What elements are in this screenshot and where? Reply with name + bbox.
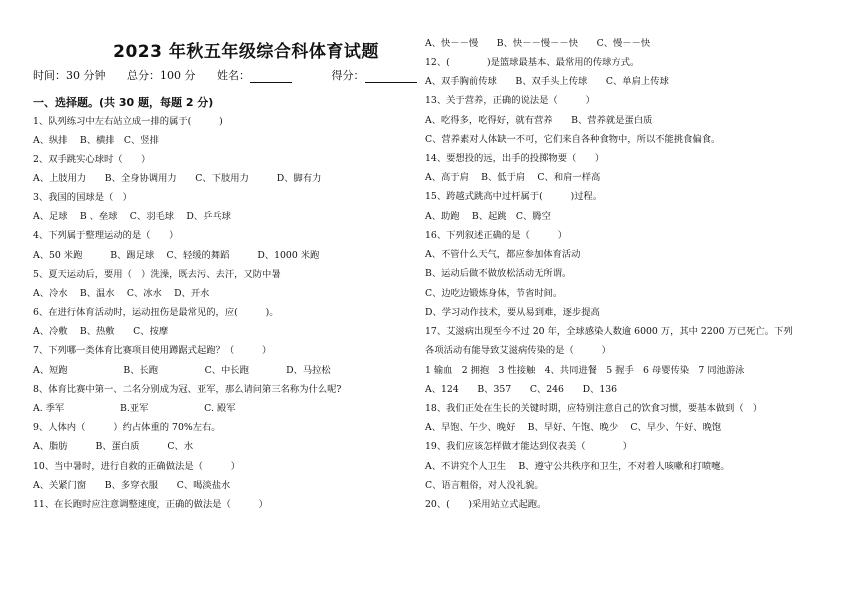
score-blank[interactable] [365, 71, 417, 83]
question-line: 8、体育比赛中第一、二名分别成为冠、亚军，那么请问第三名称为什么呢? [33, 384, 342, 395]
question-line: 17、艾滋病出现至今不过 20 年，全球感染人数逾 6000 万，其中 2200 万已死亡。下列 [425, 326, 793, 337]
option-line: A、高于肩 B、低于肩 C、和肩一样高 [425, 172, 601, 183]
exam-info-line [33, 67, 453, 83]
question-line: 16、下列叙述正确的是（ ） [425, 230, 567, 241]
option-line: A、不管什么天气，都应参加体育活动 [425, 249, 581, 260]
question-line: 6、在进行体育活动时，运动扭伤是最常见的，应( )。 [33, 307, 279, 318]
score-label: 得分： [331, 69, 365, 82]
name-field[interactable] [217, 69, 310, 82]
option-line: C、语言粗俗，对人没礼貌。 [425, 480, 544, 491]
option-line: A、124 B、357 C、246 D、136 [425, 384, 618, 395]
option-line: A、上肢用力 B、全身协调用力 C、下肢用力 D、脚有力 [33, 173, 322, 184]
section-heading: 一、选择题。(共 30 题，每题 2 分) [33, 96, 214, 109]
option-line: 1 输血 2 拥抱 3 性接触 4、共同进餐 5 握手 6 母婴传染 7 同池游泳 [425, 365, 745, 376]
option-line: A、快－－慢 B、快－－慢－－快 C、慢－－快 [425, 38, 651, 49]
question-line: 2、双手跳实心球时（ ） [33, 154, 151, 165]
option-line: A、纵排 B、横排 C、竖排 [33, 135, 159, 146]
option-line: A、足球 B 、垒球 C、羽毛球 D、乒乓球 [33, 211, 231, 222]
option-line: A、助跑 B、起跳 C、腾空 [425, 211, 551, 222]
question-line: 14、要想投的远，出手的投掷物要（ ） [425, 153, 605, 164]
option-line: A、冷敷 B、热敷 C、按摩 [33, 326, 169, 337]
question-line: 13、关于营养，正确的说法是（ ） [425, 95, 595, 106]
option-line: C、营养素对人体缺一不可，它们来自各种食物中，所以不能挑食偏食。 [425, 134, 721, 145]
option-line: A、关紧门窗 B、多穿衣服 C、喝淡盐水 [33, 480, 231, 491]
option-line: A、冷水 B、温水 C、冰水 D、开水 [33, 288, 210, 299]
exam-title: 2023 年秋五年级综合科体育试题 [113, 42, 379, 62]
option-line: A、吃得多，吃得好，就有营养 B、营养就是蛋白质 [425, 115, 653, 126]
question-line: 10、当中暑时，进行自救的正确做法是（ ） [33, 461, 241, 472]
option-line: B、运动后做不做放松活动无所谓。 [425, 268, 572, 279]
question-line: 7、下列哪一类体育比赛项目使用蹲踞式起跑？（ ） [33, 345, 272, 356]
question-line: 3、我国的国球是（ ） [33, 192, 132, 203]
question-line: 19、我们应该怎样做才能达到仪表美（ ） [425, 441, 633, 452]
question-line: 12、( )是篮球最基本、最常用的传球方式。 [425, 57, 640, 68]
question-line: 5、夏天运动后，要用（ ）洗澡，既去污、去汗，又防中暑 [33, 269, 281, 280]
option-line: A、50 米跑 B、踢足球 C、轻缓的舞蹈 D、1000 米跑 [33, 250, 320, 261]
option-line: C、边吃边锻炼身体，节省时间。 [425, 288, 563, 299]
question-line: 20、( )采用站立式起跑。 [425, 499, 547, 510]
option-line: A. 季军 B.亚军 C. 殿军 [33, 403, 236, 414]
option-line: A、双手胸前传球 B、双手头上传球 C、单肩上传球 [425, 76, 669, 87]
question-line: 11、在长跑时应注意调整速度，正确的做法是（ ） [33, 499, 268, 510]
option-line: A、脂肪 B、蛋白质 C、水 [33, 441, 194, 452]
name-blank[interactable] [250, 71, 292, 83]
option-line: D、学习动作技术，要从易到难，逐步提高 [425, 307, 600, 318]
question-line: 4、下列属于整理运动的是（ ） [33, 230, 179, 241]
question-line: 15、跨越式跳高中过杆属于( )过程。 [425, 191, 603, 202]
question-line: 1、队列练习中左右站立成一排的属于( ) [33, 116, 223, 127]
option-line: A、短跑 B、长跑 C、中长跑 D、马拉松 [33, 365, 331, 376]
option-line: A、早饱、午少、晚好 B、早好、午饱、晚少 C、早少、午好、晚饱 [425, 422, 722, 433]
score-field[interactable] [332, 69, 435, 82]
question-line: 各项活动有能导致艾滋病传染的是（ ） [425, 345, 611, 356]
exam-time: 时间：30 分钟 [33, 69, 106, 82]
question-line: 9、人体内（ ）约占体重的 70%左右。 [33, 422, 221, 433]
question-line: 18、我们正处在生长的关键时期，应特别注意自己的饮食习惯，要基本做到（ ） [425, 403, 763, 414]
name-label: 姓名： [217, 69, 250, 82]
exam-total-score: 总分：100 分 [127, 69, 196, 82]
option-line: A、不讲究个人卫生 B、遵守公共秩序和卫生，不对着人咳嗽和打喷嚏。 [425, 461, 730, 472]
